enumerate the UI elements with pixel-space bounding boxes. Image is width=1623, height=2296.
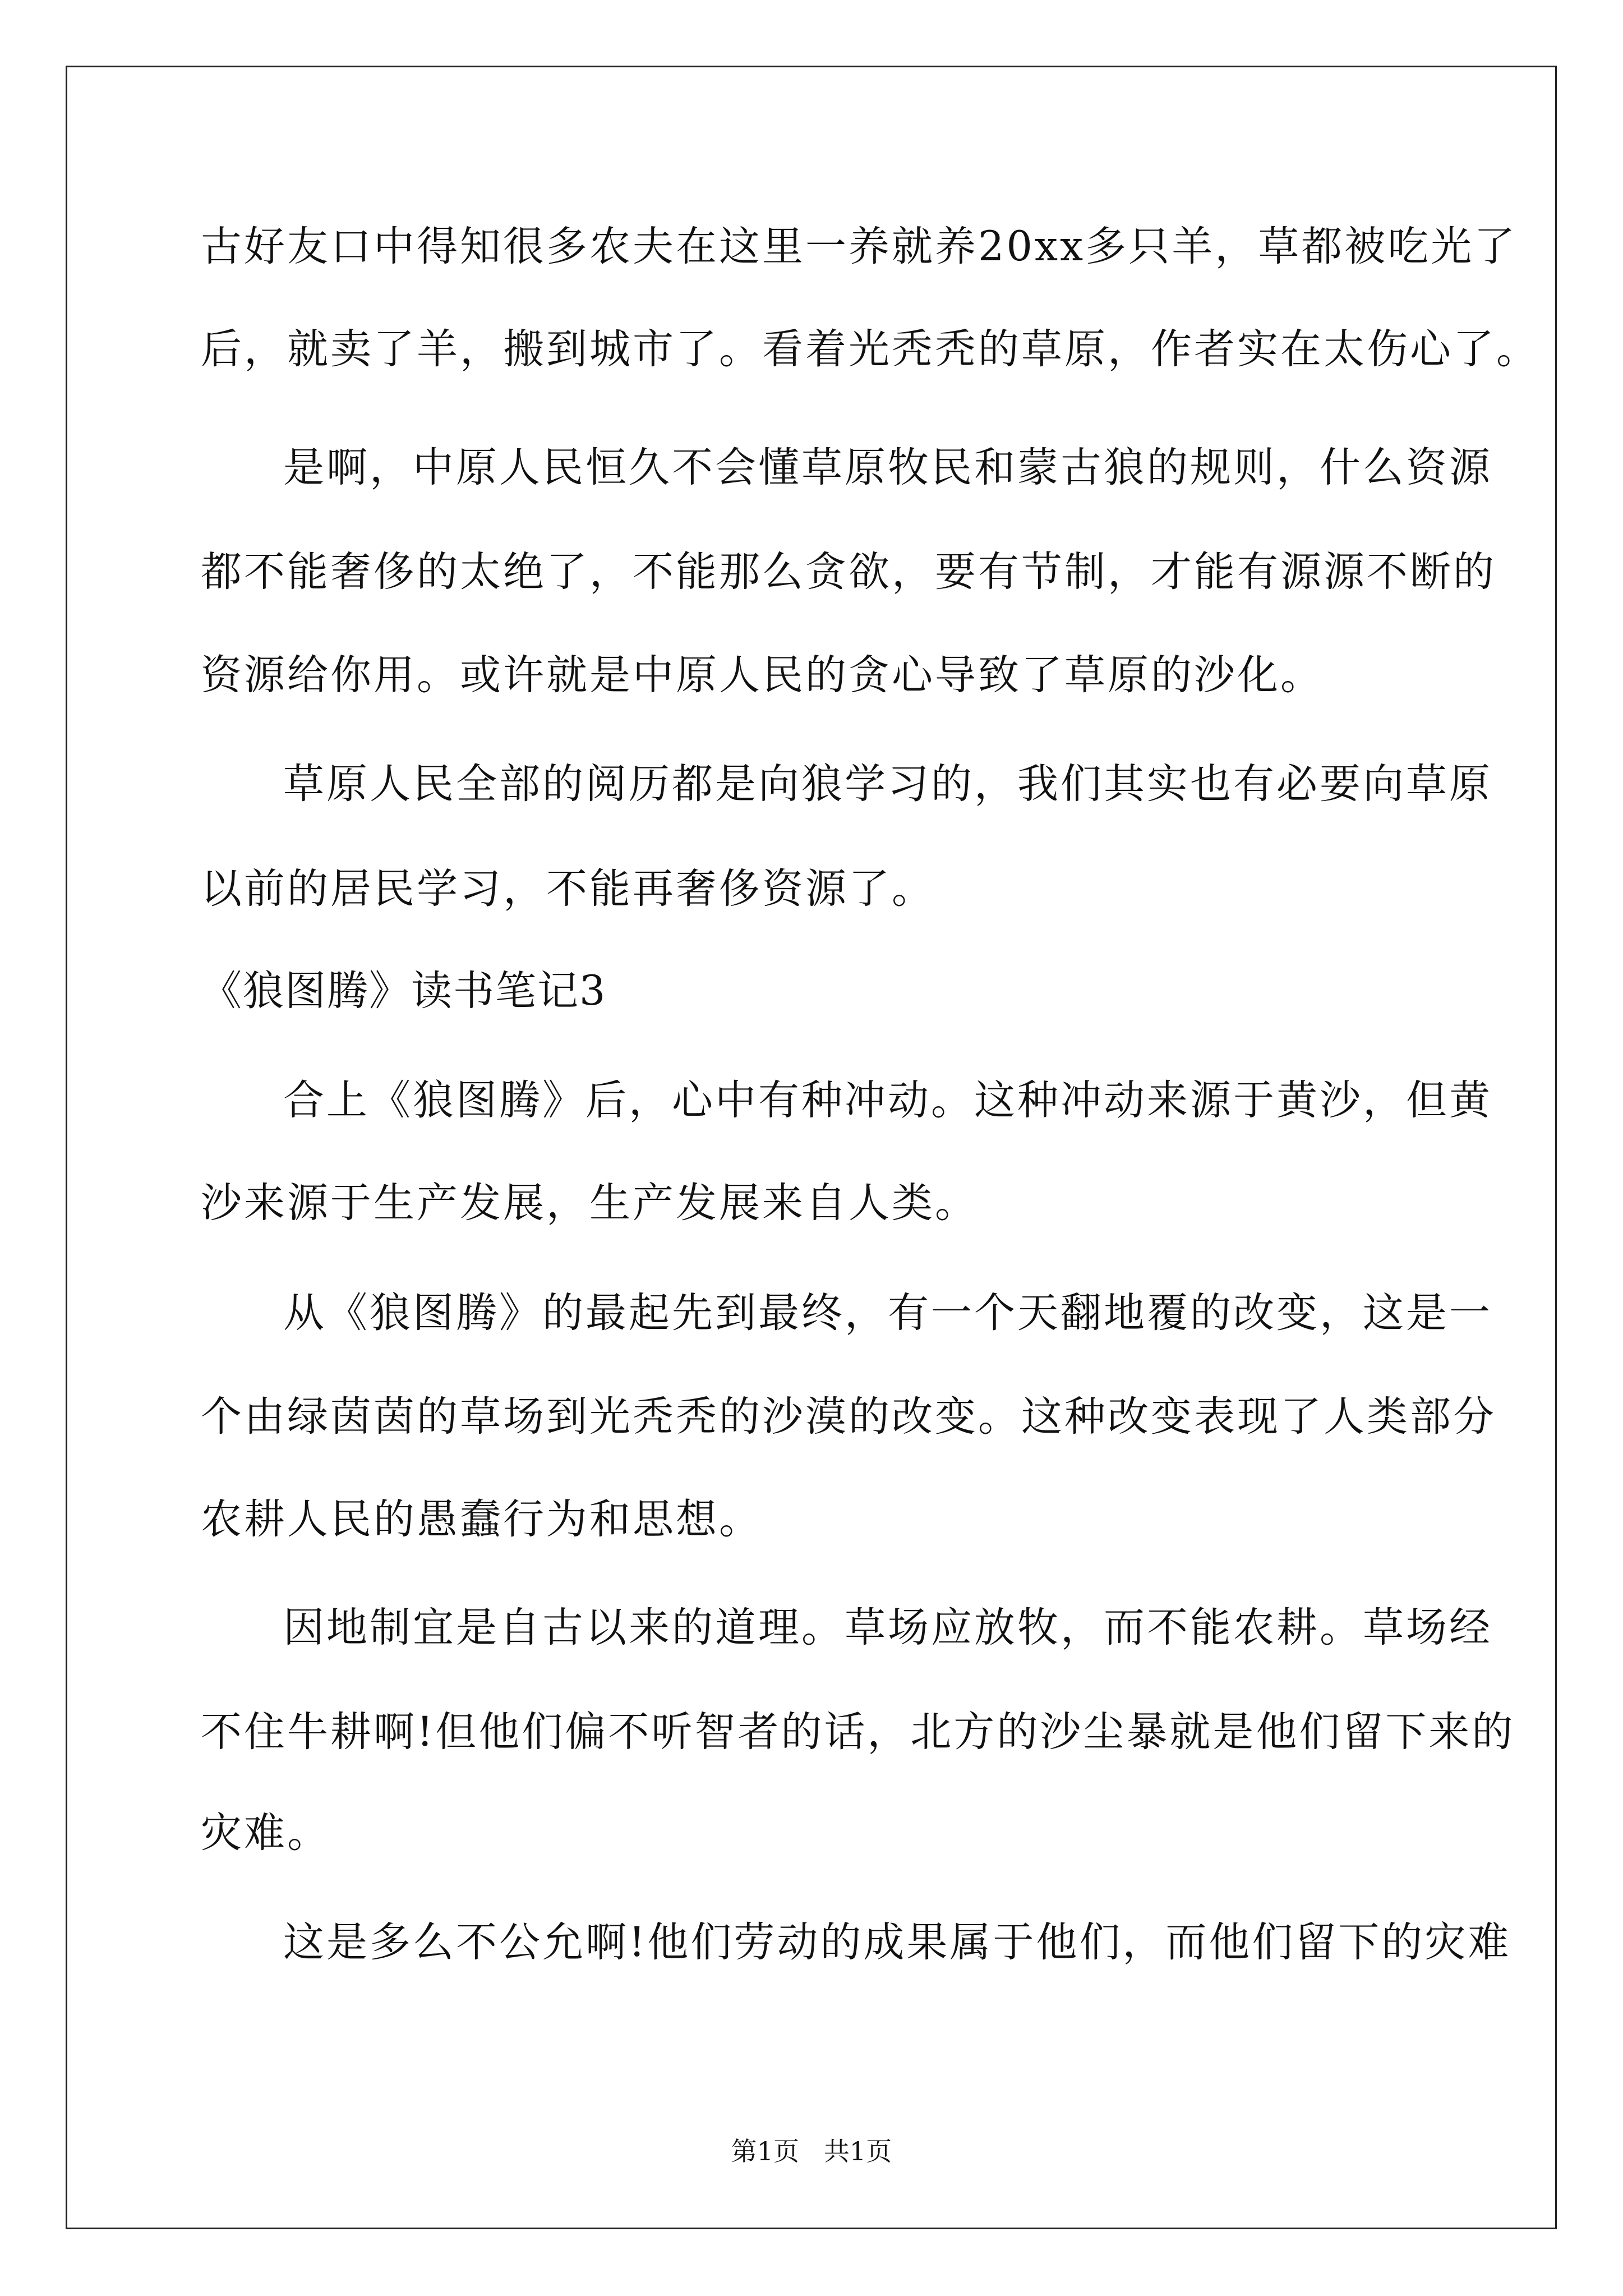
page-border xyxy=(66,66,1557,2229)
text-line: 以前的居民学习，不能再奢侈资源了。 xyxy=(201,865,935,913)
text-line: 个由绿茵茵的草场到光秃秃的沙漠的改变。这种改变表现了人类部分 xyxy=(201,1393,1496,1441)
text-line: 是啊，中原人民恒久不会懂草原牧民和蒙古狼的规则，什么资源 xyxy=(283,444,1492,491)
text-line: 从《狼图腾》的最起先到最终，有一个天翻地覆的改变，这是一 xyxy=(283,1289,1492,1337)
text-line: 因地制宜是自古以来的道理。草场应放牧，而不能农耕。草场经 xyxy=(283,1604,1492,1651)
text-line: 草原人民全部的阅历都是向狼学习的，我们其实也有必要向草原 xyxy=(283,760,1492,808)
text-line: 农耕人民的愚蠢行为和思想。 xyxy=(201,1496,762,1543)
text-line: 都不能奢侈的太绝了，不能那么贪欲，要有节制，才能有源源不断的 xyxy=(201,548,1496,596)
text-line: 不住牛耕啊!但他们偏不听智者的话，北方的沙尘暴就是他们留下来的 xyxy=(201,1708,1515,1756)
page-number-footer: 第1页 共1页 xyxy=(731,2136,892,2166)
section-heading: 《狼图腾》读书笔记3 xyxy=(201,967,607,1015)
text-line: 灾难。 xyxy=(201,1809,330,1857)
text-line: 后，就卖了羊，搬到城市了。看着光秃秃的草原，作者实在太伤心了。 xyxy=(201,325,1539,373)
text-line: 古好友口中得知很多农夫在这里一养就养20xx多只羊，草都被吃光了 xyxy=(201,223,1518,270)
text-line: 合上《狼图腾》后，心中有种冲动。这种冲动来源于黄沙，但黄 xyxy=(283,1076,1492,1124)
text-line: 这是多么不公允啊!他们劳动的成果属于他们，而他们留下的灾难 xyxy=(283,1918,1511,1966)
text-line: 沙来源于生产发展，生产发展来自人类。 xyxy=(201,1179,978,1227)
text-line: 资源给你用。或许就是中原人民的贪心导致了草原的沙化。 xyxy=(201,651,1324,699)
